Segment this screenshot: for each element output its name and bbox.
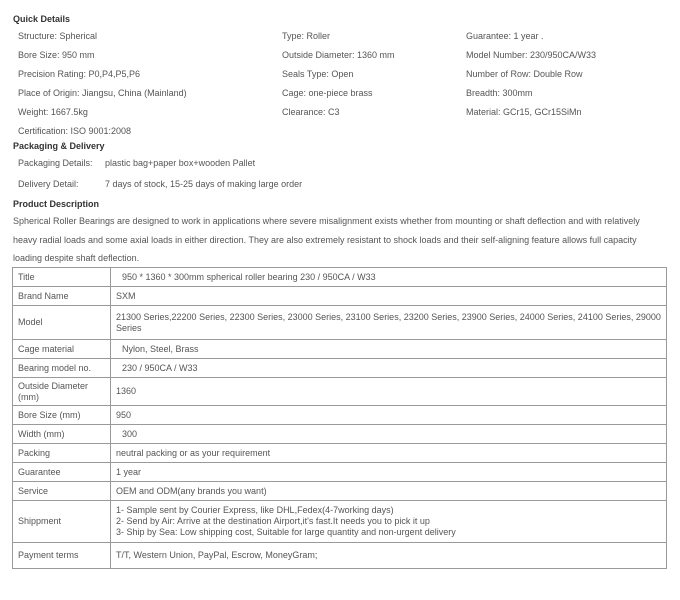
spec-key: Title xyxy=(13,268,111,287)
qd-bore-size: Bore Size: 950 mm xyxy=(18,50,95,60)
delivery-detail-row xyxy=(18,179,303,189)
spec-value: 1 year xyxy=(111,463,667,482)
table-row xyxy=(13,543,667,569)
table-row xyxy=(13,359,667,378)
spec-key: Cage material xyxy=(13,340,111,359)
qd-cage: Cage: one-piece brass xyxy=(282,88,373,98)
qd-outside-diameter: Outside Diameter: 1360 mm xyxy=(282,50,395,60)
product-description-text: Spherical Roller Bearings are designed to work in applications where severe misalignment exists whether from mounting or shaft deflection and with relatively heavy radial loads and some axial loads in either direction. They are also extremely resistant to shock loads and their self-aligning feature allows full capacity loading despite shaft deflection. xyxy=(13,216,640,263)
spec-value: 1- Sample sent by Courier Express, like DHL,Fedex(4-7working days) 2- Send by Air: Arrive at the destination Airport,it's fast.It needs you to pick it up 3- Ship by Sea: Low shipping cost, Suitable for large quantity and non-urgent delivery xyxy=(111,501,667,543)
spec-key: Service xyxy=(13,482,111,501)
qd-material: Material: GCr15, GCr15SiMn xyxy=(466,107,582,117)
packaging-details-value: plastic bag+paper box+wooden Pallet xyxy=(105,158,256,168)
spec-key: Brand Name xyxy=(13,287,111,306)
table-row xyxy=(13,306,667,340)
spec-key: Outside Diameter (mm) xyxy=(13,378,111,406)
qd-model-number: Model Number: 230/950CA/W33 xyxy=(466,50,597,60)
table-row xyxy=(13,340,667,359)
qd-precision-rating: Precision Rating: P0,P4,P5,P6 xyxy=(18,69,141,79)
spec-value: 21300 Series,22200 Series, 22300 Series, 23000 Series, 23100 Series, 23200 Series, 23900 Series, 24000 Series, 24100 Series, 29000 Series xyxy=(111,306,667,340)
qd-weight: Weight: 1667.5kg xyxy=(18,107,88,117)
qd-seals-type: Seals Type: Open xyxy=(282,69,354,79)
spec-key: Width (mm) xyxy=(13,425,111,444)
table-row xyxy=(13,287,667,306)
spec-key: Shippment xyxy=(13,501,111,543)
spec-key: Payment terms xyxy=(13,543,111,569)
qd-structure: Structure: Spherical xyxy=(18,31,98,41)
spec-key: Bore Size (mm) xyxy=(13,406,111,425)
delivery-detail-value: 7 days of stock, 15-25 days of making large order xyxy=(105,179,303,189)
qd-place-of-origin: Place of Origin: Jiangsu, China (Mainland) xyxy=(18,88,187,98)
table-row xyxy=(13,378,667,406)
spec-value: neutral packing or as your requirement xyxy=(111,444,667,463)
spec-value: OEM and ODM(any brands you want) xyxy=(111,482,667,501)
spec-table xyxy=(12,267,667,569)
delivery-detail-label: Delivery Detail: xyxy=(18,179,79,189)
product-description-heading: Product Description xyxy=(13,199,100,209)
quick-details-heading: Quick Details xyxy=(13,14,71,24)
spec-key: Packing xyxy=(13,444,111,463)
table-row xyxy=(13,482,667,501)
spec-value: 300 xyxy=(111,425,667,444)
spec-value: 950 * 1360 * 300mm spherical roller bearing 230 / 950CA / W33 xyxy=(111,268,667,287)
qd-breadth: Breadth: 300mm xyxy=(466,88,533,98)
qd-certification: Certification: ISO 9001:2008 xyxy=(18,126,132,136)
spec-key: Guarantee xyxy=(13,463,111,482)
qd-number-of-row: Number of Row: Double Row xyxy=(466,69,583,79)
spec-key: Bearing model no. xyxy=(13,359,111,378)
spec-value: 950 xyxy=(111,406,667,425)
spec-value: 1360 xyxy=(111,378,667,406)
table-row xyxy=(13,463,667,482)
qd-type: Type: Roller xyxy=(282,31,331,41)
spec-value: Nylon, Steel, Brass xyxy=(111,340,667,359)
packaging-details-row xyxy=(18,158,256,168)
packaging-details-label: Packaging Details: xyxy=(18,158,93,168)
table-row xyxy=(13,444,667,463)
spec-value: 230 / 950CA / W33 xyxy=(111,359,667,378)
spec-value: T/T, Western Union, PayPal, Escrow, MoneyGram; xyxy=(111,543,667,569)
qd-clearance: Clearance: C3 xyxy=(282,107,340,117)
table-row xyxy=(13,268,667,287)
spec-key: Model xyxy=(13,306,111,340)
table-row xyxy=(13,425,667,444)
table-row xyxy=(13,406,667,425)
packaging-heading: Packaging & Delivery xyxy=(13,141,105,151)
qd-guarantee: Guarantee: 1 year . xyxy=(466,31,544,41)
table-row xyxy=(13,501,667,543)
spec-value: SXM xyxy=(111,287,667,306)
